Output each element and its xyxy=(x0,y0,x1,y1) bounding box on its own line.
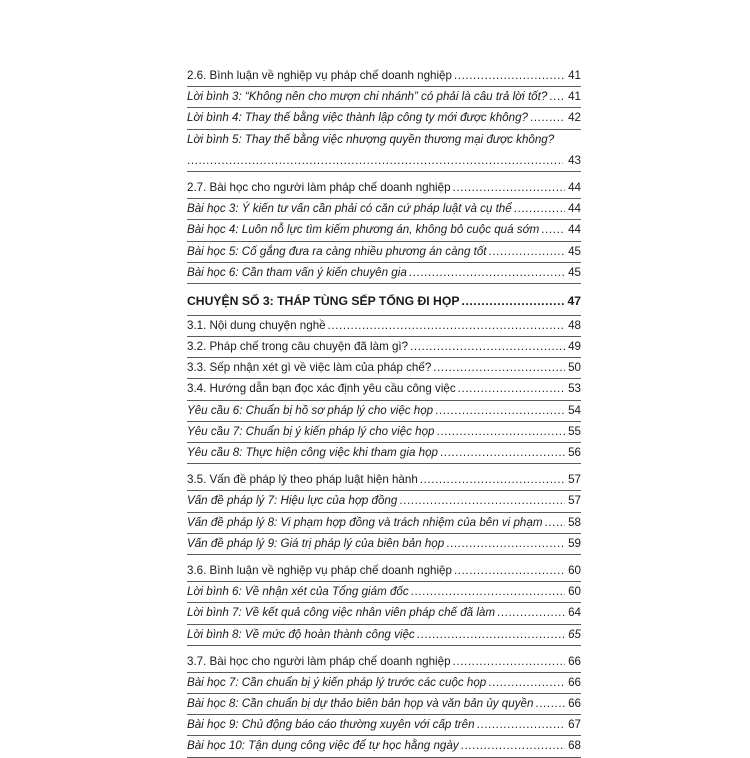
toc-entry xyxy=(187,736,581,757)
toc-leader-dots xyxy=(446,536,565,551)
toc-entry-title: Lời bình 6: Về nhận xét của Tổng giám đốc xyxy=(187,585,409,599)
toc-entry xyxy=(187,715,581,736)
toc-entry-title: 3.7. Bài học cho người làm pháp chế doanh nghiệp xyxy=(187,654,451,668)
toc-entry xyxy=(187,108,581,129)
toc-entry-title: Bài học 10: Tận dụng công việc để tự học hằng ngày xyxy=(187,739,459,753)
toc-entry-title: Yêu cầu 7: Chuẩn bị ý kiến pháp lý cho việc họp xyxy=(187,424,435,438)
toc-page-number: 54 xyxy=(568,403,581,417)
toc-leader-dots xyxy=(549,89,565,104)
toc-page-number: 67 xyxy=(568,718,581,732)
toc-entry xyxy=(187,694,581,715)
toc-leader-dots xyxy=(440,445,565,460)
toc-entry xyxy=(187,401,581,422)
toc-page-number: 44 xyxy=(568,202,581,216)
toc-page-number: 56 xyxy=(568,446,581,459)
toc-entry-title: Lời bình 8: Về mức độ hoàn thành công việc xyxy=(187,627,415,641)
toc-entry xyxy=(187,422,581,443)
toc-page-number: 41 xyxy=(568,90,581,104)
toc-entry-title: Lời bình 5: Thay thế bằng việc nhượng quyền thương mại được không? xyxy=(187,132,555,146)
toc-leader-dots xyxy=(514,201,565,216)
toc-leader-dots xyxy=(461,738,565,753)
toc-leader-dots xyxy=(488,675,565,690)
toc-entry xyxy=(187,242,581,263)
toc-page-number: 60 xyxy=(568,563,581,577)
toc-page-number: 45 xyxy=(568,265,581,279)
toc-entry-title: Bài học 4: Luôn nỗ lực tìm kiếm phương án, không bỏ cuộc quá sớm xyxy=(187,223,540,237)
toc-leader-dots xyxy=(454,563,565,578)
toc-leader-dots xyxy=(399,493,565,508)
toc-leader-dots xyxy=(497,605,565,620)
toc-leader-dots xyxy=(433,360,565,375)
toc-entry xyxy=(187,66,581,87)
toc-entry xyxy=(187,220,581,241)
toc-entry xyxy=(187,534,581,555)
toc-page-number: 66 xyxy=(568,675,581,689)
toc-page-number: 53 xyxy=(568,382,581,396)
toc-page-number: 66 xyxy=(568,654,581,668)
toc-page-number: 64 xyxy=(568,606,581,620)
toc-leader-dots xyxy=(489,244,565,259)
toc-entry xyxy=(187,151,581,172)
toc-page-number: 60 xyxy=(568,585,581,599)
toc-entry xyxy=(187,652,581,673)
toc-leader-dots xyxy=(530,110,565,125)
toc-page-number: 48 xyxy=(568,318,581,332)
toc-entry-title: Bài học 9: Chủ động báo cáo thường xuyên với cấp trên xyxy=(187,718,475,732)
toc-entry xyxy=(187,561,581,582)
toc-leader-dots xyxy=(420,472,565,487)
toc-entry-title: Lời bình 7: Về kết quả công việc nhân viên pháp chế đã làm xyxy=(187,606,496,620)
toc-entry xyxy=(187,130,581,151)
toc-entry-title: Lời bình 3: “Không nên cho mượn chi nhánh” có phải là câu trả lời tốt? xyxy=(187,90,548,104)
table-of-contents xyxy=(187,66,581,758)
toc-entry-title: Yêu cầu 6: Chuẩn bị hồ sơ pháp lý cho việc họp xyxy=(187,403,434,417)
toc-entry xyxy=(187,443,581,464)
toc-entry-title: Vấn đề pháp lý 7: Hiệu lực của hợp đồng xyxy=(187,494,398,508)
toc-page-number: 66 xyxy=(568,697,581,711)
toc-entry xyxy=(187,625,581,646)
toc-leader-dots xyxy=(417,627,565,642)
toc-leader-dots xyxy=(409,265,565,280)
toc-entry-title: Bài học 3: Ý kiến tư vấn cần phải có căn cứ pháp luật và cụ thể xyxy=(187,202,512,216)
toc-entry-title: CHUYỆN SỐ 3: THÁP TÙNG SẾP TỔNG ĐI HỌP xyxy=(187,293,460,308)
toc-entry-title: 3.3. Sếp nhận xét gì về việc làm của pháp chế? xyxy=(187,361,432,375)
toc-entry-title: 2.6. Bình luận về nghiệp vụ pháp chế doanh nghiệp xyxy=(187,69,452,82)
toc-entry xyxy=(187,673,581,694)
toc-entry xyxy=(187,358,581,379)
toc-page-number: 59 xyxy=(568,536,581,550)
toc-entry-title: Lời bình 4: Thay thế bằng việc thành lập công ty mới được không? xyxy=(187,111,528,125)
toc-page-number: 57 xyxy=(568,473,581,487)
toc-leader-dots xyxy=(328,318,565,333)
toc-page-number: 65 xyxy=(568,627,581,641)
toc-chapter-heading xyxy=(187,290,581,316)
toc-page-number: 58 xyxy=(568,515,581,529)
toc-entry-title: 3.4. Hướng dẫn bạn đọc xác định yêu cầu công việc xyxy=(187,382,456,396)
toc-leader-dots xyxy=(535,696,565,711)
toc-entry-title: 3.2. Pháp chế trong câu chuyện đã làm gì? xyxy=(187,340,409,354)
toc-page-number: 68 xyxy=(568,739,581,753)
toc-entry xyxy=(187,379,581,400)
toc-entry xyxy=(187,582,581,603)
toc-entry-title: Bài học 8: Cần chuẩn bị dự thảo biên bản họp và văn bản ủy quyền xyxy=(187,697,534,711)
toc-leader-dots xyxy=(435,403,565,418)
toc-entry-title: Bài học 7: Cần chuẩn bị ý kiến pháp lý trước các cuộc họp xyxy=(187,675,487,689)
toc-entry xyxy=(187,87,581,108)
toc-page-number: 42 xyxy=(568,111,581,125)
toc-page-number: 50 xyxy=(568,361,581,375)
toc-leader-dots xyxy=(461,294,565,309)
toc-page-number: 49 xyxy=(568,340,581,354)
toc-leader-dots xyxy=(453,654,565,669)
toc-entry-title: Vấn đề pháp lý 9: Giá trị pháp lý của biên bản họp xyxy=(187,536,445,550)
toc-leader-dots xyxy=(437,424,566,439)
toc-leader-dots xyxy=(453,180,565,195)
toc-entry xyxy=(187,491,581,512)
toc-entry-title: 3.6. Bình luận về nghiệp vụ pháp chế doanh nghiệp xyxy=(187,563,452,577)
toc-entry-title: Vấn đề pháp lý 8: Vi phạm hợp đồng và trách nhiệm của bên vi phạm xyxy=(187,515,543,529)
toc-page-number: 44 xyxy=(568,180,581,194)
toc-page-number: 45 xyxy=(568,244,581,258)
toc-leader-dots xyxy=(544,515,565,530)
toc-page-number: 55 xyxy=(568,424,581,438)
toc-leader-dots xyxy=(541,222,565,237)
toc-entry xyxy=(187,337,581,358)
toc-entry-title: Yêu cầu 8: Thực hiện công việc khi tham gia họp xyxy=(187,446,438,459)
toc-entry xyxy=(187,263,581,284)
toc-leader-dots xyxy=(458,381,565,396)
toc-entry xyxy=(187,178,581,199)
toc-entry-title: Bài học 6: Cần tham vấn ý kiến chuyên gia xyxy=(187,265,407,279)
toc-page-number: 57 xyxy=(568,494,581,508)
toc-entry-title: 2.7. Bài học cho người làm pháp chế doanh nghiệp xyxy=(187,180,451,194)
toc-page-number: 41 xyxy=(568,69,581,82)
toc-entry-title: Bài học 5: Cố gắng đưa ra càng nhiều phương án càng tốt xyxy=(187,244,487,258)
toc-entry xyxy=(187,603,581,624)
toc-leader-dots xyxy=(454,68,565,83)
toc-leader-dots xyxy=(477,717,565,732)
toc-entry-title: 3.5. Vấn đề pháp lý theo pháp luật hiện hành xyxy=(187,473,418,487)
toc-leader-dots xyxy=(187,153,563,168)
toc-entry-title: 3.1. Nội dung chuyện nghề xyxy=(187,318,326,332)
toc-leader-dots xyxy=(411,584,565,599)
toc-entry xyxy=(187,199,581,220)
toc-page-number: 43 xyxy=(568,153,581,167)
toc-page-number: 47 xyxy=(567,293,581,308)
toc-page-number: 44 xyxy=(568,223,581,237)
toc-entry xyxy=(187,316,581,337)
toc-entry xyxy=(187,470,581,491)
toc-entry xyxy=(187,513,581,534)
toc-leader-dots xyxy=(410,339,565,354)
